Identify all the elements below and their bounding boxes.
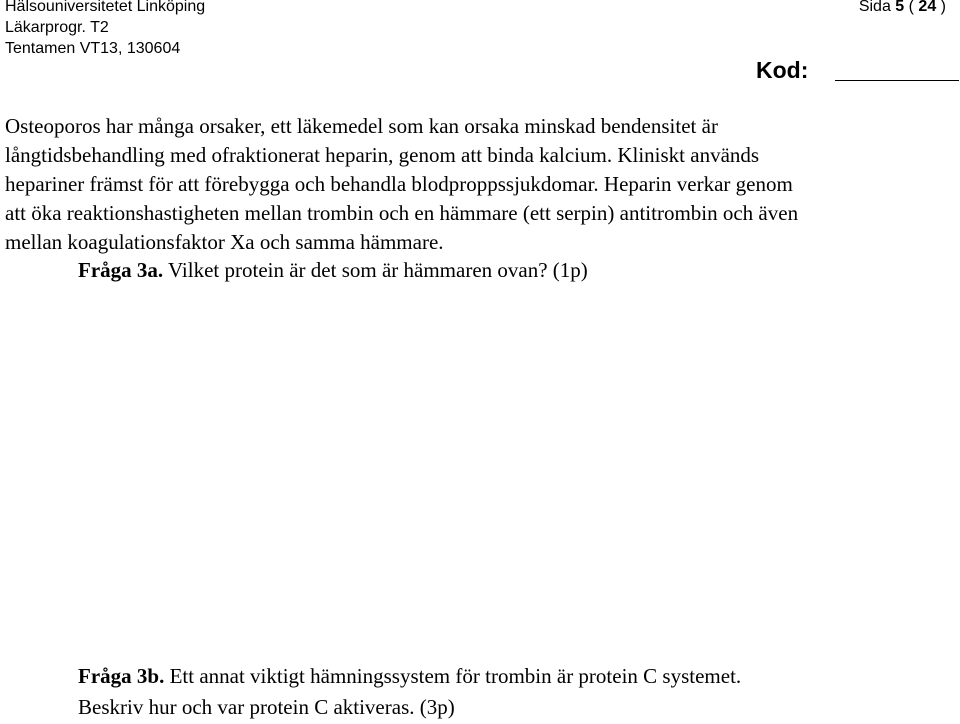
question-3b-label: Fråga 3b. [78,664,165,688]
exam-title: Tentamen VT13, 130604 [5,40,181,57]
page-label: Sida [858,0,891,15]
question-3b-text: Ett annat viktigt hämningssystem för trombin är protein C systemet. [164,664,742,688]
intro-line: att öka reaktionshastigheten mellan trombin och en hämmare (ett serpin) antitrombin och även [5,201,799,225]
page-current: 5 [895,0,905,15]
question-3a-label: Fråga 3a. [78,258,164,282]
program-name: Läkarprogr. T2 [5,19,109,36]
page-total: 24 [918,0,937,15]
intro-line: hepariner främst för att förebygga och behandla blodproppssjukdomar. Heparin verkar genom [5,172,793,196]
page-header-left [5,0,205,60]
intro-line: långtidsbehandling med ofraktionerat heparin, genom att binda kalcium. Kliniskt används [5,143,760,167]
page-number: Sida 5 ( 24 ) [858,0,946,15]
intro-line: Osteoporos har många orsaker, ett läkemedel som kan orsaka minskad bendensitet är [5,114,718,138]
question-3a [78,256,588,285]
question-3a-text: Vilket protein är det som är hämmaren ovan? (1p) [163,258,588,282]
question-3b [78,662,741,724]
kod-answer-line [835,80,959,81]
university-name: Hälsouniversitetet Linköping [5,0,206,15]
question-3b-line2: Beskriv hur och var protein C aktiveras. (3p) [78,695,455,719]
intro-line: mellan koagulationsfaktor Xa och samma hämmare. [5,230,444,254]
kod-label: Kod: [756,57,809,83]
intro-paragraph [5,112,957,257]
